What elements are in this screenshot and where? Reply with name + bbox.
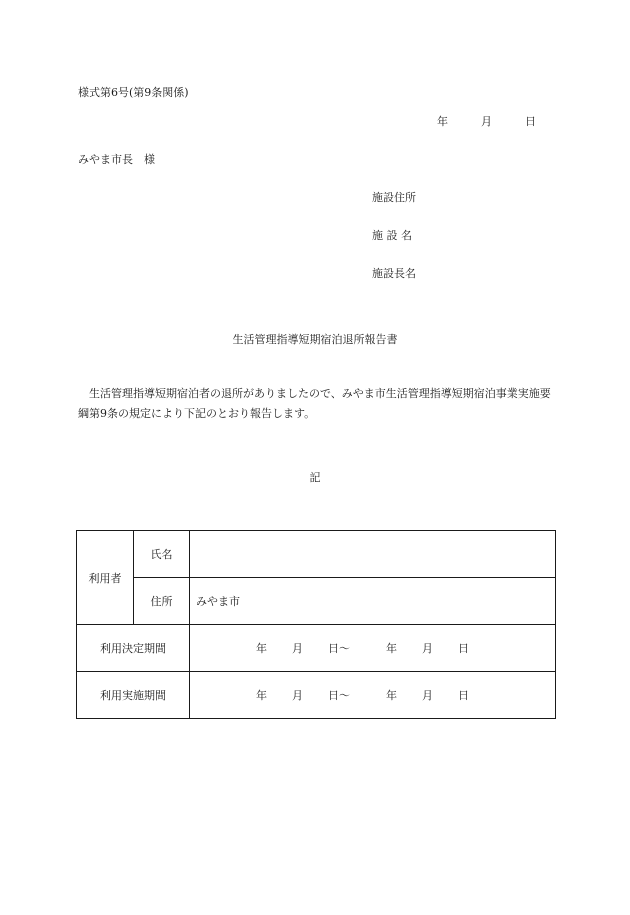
implementation-period-label: 利用実施期間 (100, 689, 166, 702)
implementation-period-field[interactable] (190, 672, 556, 719)
address-label: 住所 (150, 595, 173, 608)
decision-from-year: 年 (256, 642, 267, 655)
facility-director-label: 施設長名 (372, 267, 416, 280)
decision-period-field[interactable] (190, 625, 556, 672)
facility-address-label: 施設住所 (372, 191, 416, 204)
decision-to-day: 日 (458, 642, 469, 655)
user-label-cell (77, 531, 134, 625)
table-row (77, 672, 556, 719)
date-year: 年 (437, 115, 448, 128)
ki-heading: 記 (309, 471, 321, 484)
decision-period-label: 利用決定期間 (100, 642, 166, 655)
address-value: みやま市 (196, 595, 240, 608)
decision-to-year: 年 (386, 642, 397, 655)
decision-from-month: 月 (292, 642, 303, 655)
addressee: みやま市長 様 (78, 153, 155, 166)
name-label: 氏名 (150, 548, 173, 561)
table-row (77, 578, 556, 625)
date-month: 月 (481, 115, 492, 128)
implementation-from-month: 月 (292, 689, 303, 702)
form-number: 様式第6号(第9条関係) (78, 86, 189, 99)
implementation-from-day: 日～ (328, 689, 350, 702)
implementation-period-label-cell (77, 672, 190, 719)
document-title: 生活管理指導短期宿泊退所報告書 (232, 333, 398, 346)
table-row (77, 625, 556, 672)
date-line (437, 113, 536, 129)
decision-period-label-cell (77, 625, 190, 672)
facility-name-label: 施 設 名 (372, 229, 412, 242)
body-text: 生活管理指導短期宿泊者の退所がありましたので、みやま市生活管理指導短期宿泊事業実施要綱第9条の規定により下記のとおり報告します。 (78, 387, 551, 420)
implementation-to-day: 日 (458, 689, 469, 702)
name-field[interactable] (190, 531, 556, 578)
address-label-cell (134, 578, 190, 625)
user-label: 利用者 (88, 571, 122, 585)
decision-to-month: 月 (422, 642, 433, 655)
name-label-cell (134, 531, 190, 578)
table-row (77, 531, 556, 578)
date-day: 日 (525, 115, 536, 128)
decision-from-day: 日～ (328, 642, 350, 655)
report-table (76, 530, 556, 719)
implementation-to-month: 月 (422, 689, 433, 702)
implementation-to-year: 年 (386, 689, 397, 702)
address-field[interactable] (190, 578, 556, 625)
implementation-from-year: 年 (256, 689, 267, 702)
